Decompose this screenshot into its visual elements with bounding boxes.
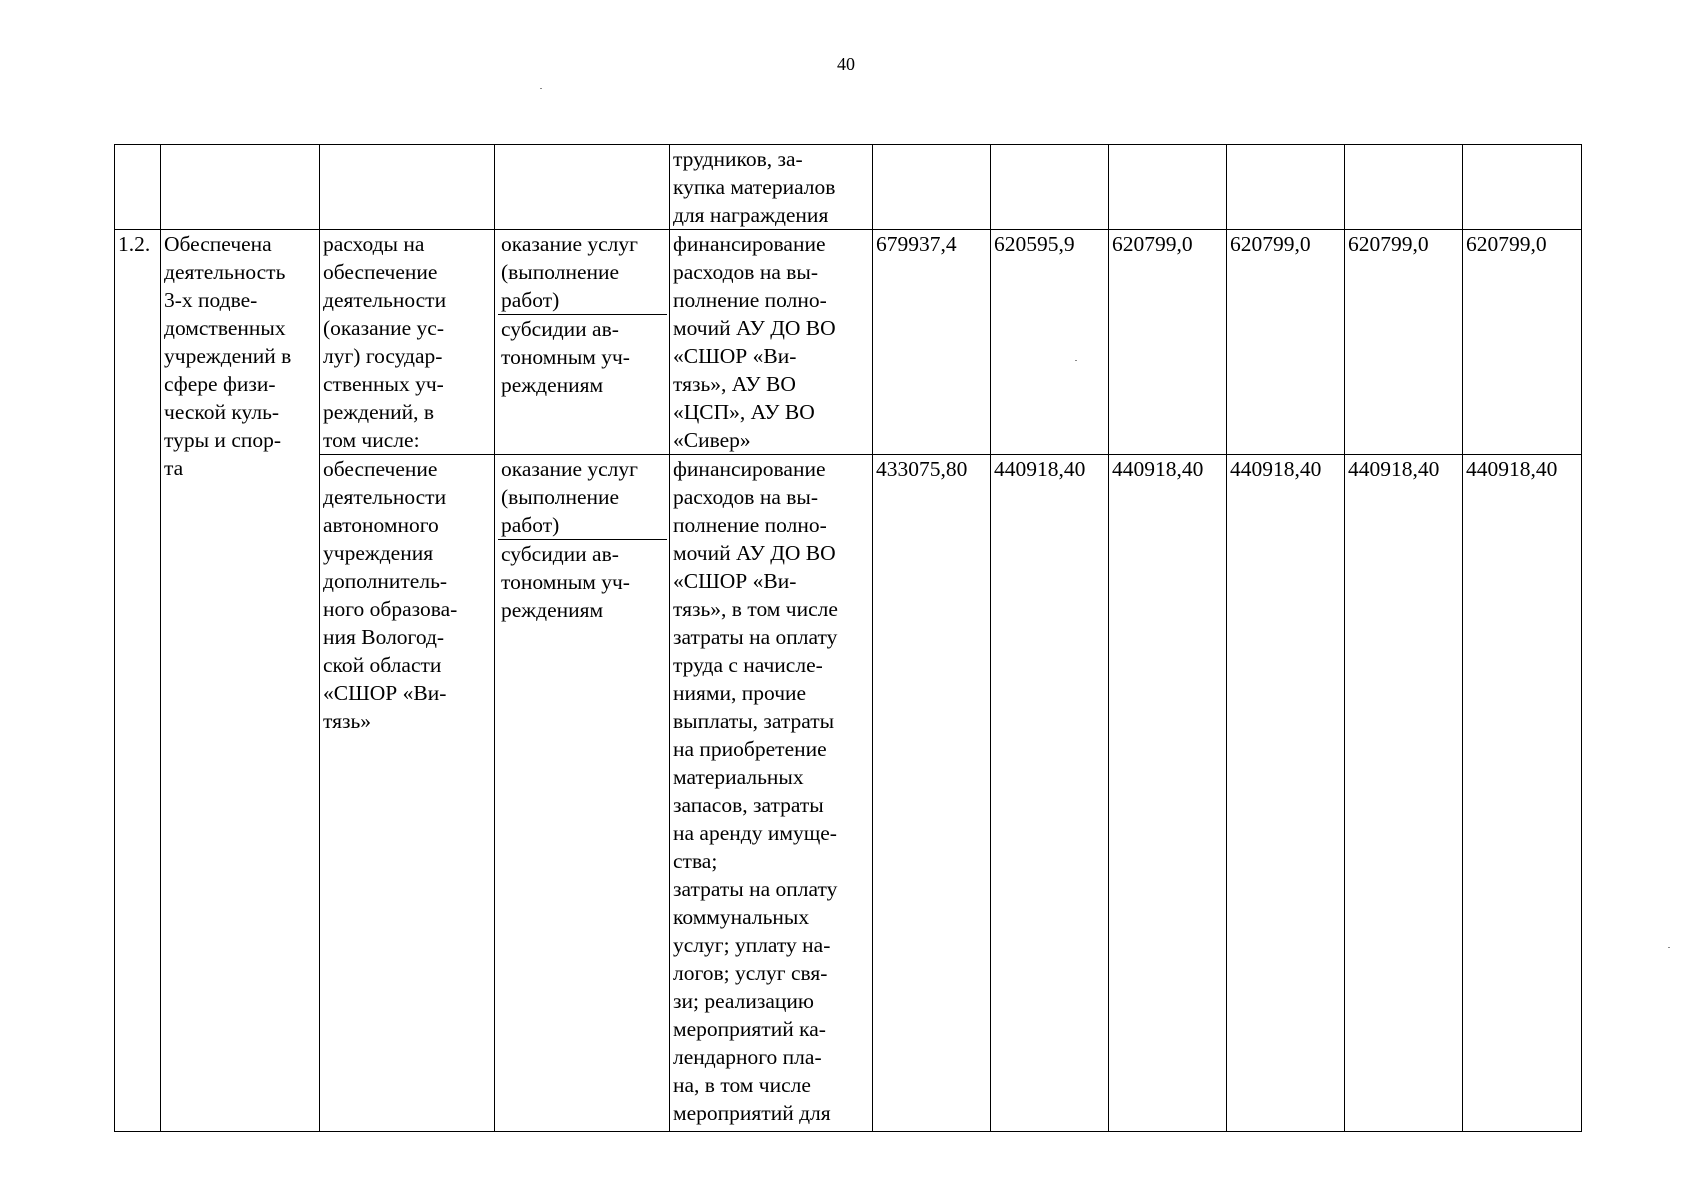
- text-line: «СШОР «Ви-: [323, 681, 447, 705]
- text-line: на приобретение: [673, 737, 827, 761]
- text-line: деятельность: [164, 260, 286, 284]
- cell-result: [161, 230, 320, 1132]
- text-line: (оказание ус-: [323, 316, 444, 340]
- cell-expense-type: [320, 230, 495, 455]
- text-line: тязь»: [323, 709, 372, 733]
- cell-value-empty: [1463, 145, 1582, 230]
- cell-source-empty: [495, 145, 670, 230]
- text-line: «Сивер»: [673, 428, 751, 452]
- text-line: ческой куль-: [164, 400, 280, 424]
- text-line: домственных: [164, 316, 286, 340]
- text-line: логов; услуг свя-: [673, 961, 828, 985]
- text-line: Обеспечена: [164, 232, 272, 256]
- text-line: мероприятий для: [673, 1101, 831, 1125]
- text-line: дополнитель-: [323, 569, 448, 593]
- text-line: лендарного пла-: [673, 1045, 822, 1069]
- text-line: полнение полно-: [673, 288, 827, 312]
- text-line: автономного: [323, 513, 439, 537]
- scan-speck: [1668, 947, 1670, 948]
- text-line: труда с начисле-: [673, 653, 823, 677]
- text-line: оказание услуг: [501, 457, 638, 481]
- carry-over-row: [115, 145, 1582, 230]
- cell-value: 620595,9: [991, 230, 1109, 455]
- cell-value: 440918,40: [1345, 455, 1463, 1132]
- text-line: реждениям: [501, 373, 604, 397]
- cell-value: 440918,40: [1227, 455, 1345, 1132]
- cell-value-empty: [873, 145, 991, 230]
- text-line: ниями, прочие: [673, 681, 807, 705]
- text-line: деятельности: [323, 485, 447, 509]
- text-line: сфере физи-: [164, 372, 276, 396]
- text-line: трудников, за-: [673, 147, 803, 171]
- cell-funding-source: [495, 455, 670, 1132]
- service-label: [498, 230, 667, 315]
- text-line: «ЦСП», АУ ВО: [673, 400, 815, 424]
- cell-expense-type: [320, 455, 495, 1132]
- text-line: расходов на вы-: [673, 260, 819, 284]
- cell-value-empty: [1345, 145, 1463, 230]
- cell-value: 433075,80: [873, 455, 991, 1132]
- text-line: туры и спор-: [164, 428, 282, 452]
- cell-expense-empty: [320, 145, 495, 230]
- text-line: затраты на оплату: [673, 625, 838, 649]
- text-line: коммунальных: [673, 905, 810, 929]
- text-line: тономным уч-: [501, 345, 630, 369]
- cell-value: 620799,0: [1463, 230, 1582, 455]
- text-line: на, в том числе: [673, 1073, 811, 1097]
- budget-table: [114, 144, 1582, 1132]
- text-line: учреждения: [323, 541, 434, 565]
- text-line: (выполнение: [501, 485, 620, 509]
- text-line: учреждений в: [164, 344, 292, 368]
- text-line: (выполнение: [501, 260, 620, 284]
- text-line: расходы на: [323, 232, 425, 256]
- text-line: финансирование: [673, 232, 826, 256]
- cell-value: 679937,4: [873, 230, 991, 455]
- text-line: субсидии ав-: [501, 317, 619, 341]
- service-label: [498, 455, 667, 540]
- text-line: расходов на вы-: [673, 485, 819, 509]
- cell-result-empty: [161, 145, 320, 230]
- text-line: купка материалов: [673, 175, 836, 199]
- text-line: полнение полно-: [673, 513, 827, 537]
- text-line: мероприятий ка-: [673, 1017, 826, 1041]
- text-line: та: [164, 456, 184, 480]
- subsidy-label: [498, 540, 667, 624]
- text-line: работ): [501, 513, 560, 537]
- text-line: ния Вологод-: [323, 625, 445, 649]
- cell-value: 620799,0: [1109, 230, 1227, 455]
- scan-speck: [540, 88, 542, 89]
- cell-value-empty: [991, 145, 1109, 230]
- text-line: ской области: [323, 653, 442, 677]
- text-line: зи; реализацию: [673, 989, 814, 1013]
- cell-value: 440918,40: [1463, 455, 1582, 1132]
- cell-value-empty: [1227, 145, 1345, 230]
- text-line: затраты на оплату: [673, 877, 838, 901]
- page-number: 40: [837, 54, 855, 74]
- text-line: тязь», в том числе: [673, 597, 838, 621]
- text-line: обеспечение: [323, 260, 438, 284]
- text-line: ственных уч-: [323, 372, 444, 396]
- text-line: тязь», АУ ВО: [673, 372, 796, 396]
- text-line: тономным уч-: [501, 570, 630, 594]
- text-line: ства;: [673, 849, 718, 873]
- text-line: «СШОР «Ви-: [673, 569, 797, 593]
- text-line: деятельности: [323, 288, 447, 312]
- cell-value-empty: [1109, 145, 1227, 230]
- text-line: обеспечение: [323, 457, 438, 481]
- text-line: материальных: [673, 765, 804, 789]
- text-line: оказание услуг: [501, 232, 638, 256]
- text-line: работ): [501, 288, 560, 312]
- text-line: финансирование: [673, 457, 826, 481]
- text-line: луг) государ-: [323, 344, 443, 368]
- text-line: мочий АУ ДО ВО: [673, 316, 836, 340]
- text-line: для награждения: [673, 203, 829, 227]
- text-line: выплаты, затраты: [673, 709, 835, 733]
- cell-value: 620799,0: [1227, 230, 1345, 455]
- row-1-2-general: [115, 230, 1582, 455]
- cell-value: 440918,40: [991, 455, 1109, 1132]
- text-line: реждениям: [501, 598, 604, 622]
- text-line: услуг; уплату на-: [673, 933, 831, 957]
- text-line: 3-х подве-: [164, 288, 258, 312]
- text-line: «СШОР «Ви-: [673, 344, 797, 368]
- text-line: на аренду имуще-: [673, 821, 837, 845]
- cell-purpose: [670, 230, 873, 455]
- cell-number-empty: [115, 145, 161, 230]
- row-1-2-sshor-vityaz: [115, 455, 1582, 1132]
- text-line: ного образова-: [323, 597, 458, 621]
- text-line: том числе:: [323, 428, 420, 452]
- cell-funding-source: [495, 230, 670, 455]
- text-line: запасов, затраты: [673, 793, 824, 817]
- cell-purpose: [670, 145, 873, 230]
- cell-purpose: [670, 455, 873, 1132]
- text-line: субсидии ав-: [501, 542, 619, 566]
- text-line: реждений, в: [323, 400, 435, 424]
- text-line: мочий АУ ДО ВО: [673, 541, 836, 565]
- subsidy-label: [498, 315, 667, 399]
- cell-row-number: 1.2.: [115, 230, 161, 1132]
- cell-value: 620799,0: [1345, 230, 1463, 455]
- cell-value: 440918,40: [1109, 455, 1227, 1132]
